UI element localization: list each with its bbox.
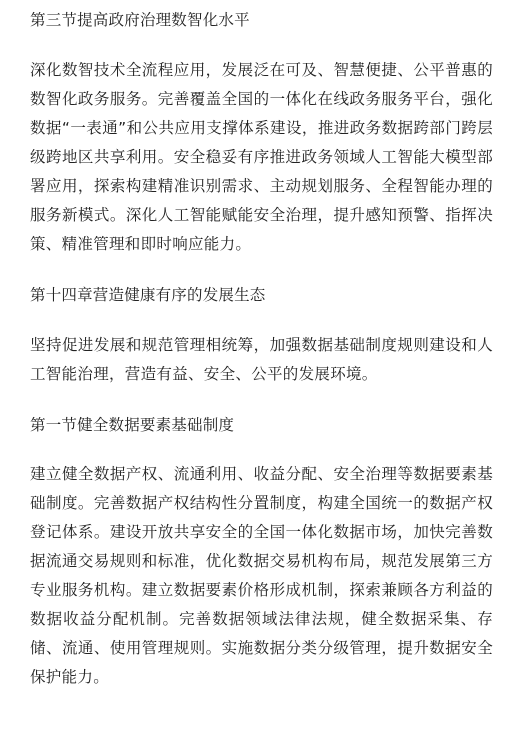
- chapter-heading-ecosystem: 第十四章营造健康有序的发展生态: [30, 286, 266, 304]
- paragraph-ecosystem: 坚持促进发展和规范管理相统筹，加强数据基础制度规则建设和人工智能治理，营造有益、安全、公平的发展环境。: [30, 336, 493, 383]
- paragraph-data-elements: 建立健全数据产权、流通利用、收益分配、安全治理等数据要素基础制度。完善数据产权结构性分置制度，构建全国统一的数据产权登记体系。建设开放共享安全的全国一体化数据市场，加快完善数据流通交易规则和标准，优化数据交易机构布局，规范发展第三方专业服务机构。建立数据要素价格形成机制，探索兼顾各方利益的数据收益分配机制。完善数据领域法律法规，健全数据采集、存储、流通、使用管理规则。实施数据分类分级管理，提升数据安全保护能力。: [30, 465, 493, 686]
- section-heading-gov-governance: 第三节提高政府治理数智化水平: [30, 11, 250, 29]
- section-heading-data-elements: 第一节健全数据要素基础制度: [30, 416, 235, 434]
- paragraph-gov-services: 深化数智技术全流程应用，发展泛在可及、智慧便捷、公平普惠的数智化政务服务。完善覆盖全国的一体化在线政务服务平台，强化数据“一表通”和公共应用支撑体系建设，推进政务数据跨部门跨层级跨地区共享利用。安全稳妥有序推进政务领域人工智能大模型部署应用，探索构建精准识别需求、主动规划服务、全程智能办理的服务新模式。深化人工智能赋能安全治理，提升感知预警、指挥决策、精准管理和即时响应能力。: [30, 61, 493, 253]
